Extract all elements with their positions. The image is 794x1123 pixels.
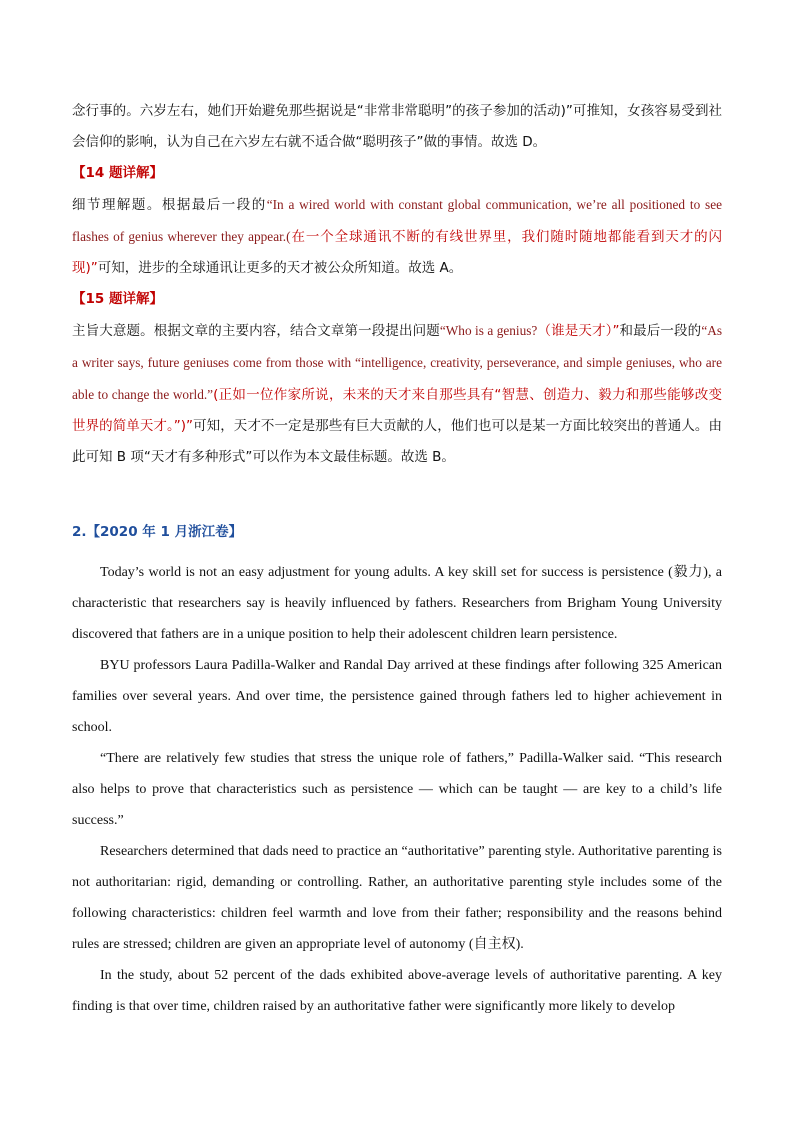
article-paragraph-1: Today’s world is not an easy adjustment for young adults. A key skill set for success is persistence (毅力), a characteristic that researchers say is heavily influenced by fathers. Researchers from Brigham Young University discovered that fathers are in a unique position to help their adolescent children learn persistence. [72,565,722,642]
answer-15-intro: 主旨大意题。根据文章的主要内容，结合文章第一段提出问题 [72,323,440,339]
answer-14-quote: “In a wired world with constant global communication, we’re all positioned to see flashes of genius wherever they appear.( [72,197,722,244]
article-paragraph-3: “There are relatively few studies that stress the unique role of fathers,” Padilla-Walker said. “This research also helps to prove that characteristics such as persistence — which can be taught — are key to a child’s life success.” [72,751,722,828]
article-paragraph-4: Researchers determined that dads need to practice an “authoritative” parenting style. Authoritative parenting is not authoritarian: rigid, demanding or controlling. Rather, an authoritative parenting style includes some of the following characteristics: children feel warmth and love from their father; responsibility and the reasons behind rules are stressed; children are given an appropriate level of autonomy (自主权). [72,844,722,952]
answer-14-translation: 在一个全球通讯不断的有线世界里，我们随时随地都能看到天才的闪现)” [72,229,723,276]
answer-13-continuation: 念行事的。六岁左右，她们开始避免那些据说是“非常非常聪明”的孩子参加的活动)”可推知，女孩容易受到社会信仰的影响，认为自己在六岁左右就不适合做“聪明孩子”做的事情。故选 D。 [72,103,722,150]
answer-15-translation-1: （谁是天才）” [537,323,620,339]
answer-15-conclusion: 可知，天才不一定是那些有巨大贡献的人，他们也可以是某一方面比较突出的普通人。由此可知 B 项“天才有多种形式”可以作为本文最佳标题。故选 B。 [72,418,722,465]
document-content [72,96,722,1022]
answer-15-explanation [72,315,722,473]
question-14-header: 【14 题详解】 [72,165,163,181]
question-15-header: 【15 题详解】 [72,291,163,307]
answer-15-quote-1: “Who is a genius? [439,323,538,338]
answer-15-mid: 和最后一段的 [619,323,702,339]
answer-15-translation-2: (正如一位作家所说，未来的天才来自那些具有“智慧、创造力、毅力和那些能够改变世界的简单天才。”)” [72,387,722,434]
answer-14-intro: 细节理解题。根据最后一段的 [72,197,267,213]
article-paragraph-5: In the study, about 52 percent of the dads exhibited above-average levels of authoritative parenting. A key finding is that over time, children raised by an authoritative father were significantly more likely to develop [72,968,722,1014]
answer-15-quote-2: “As a writer says, future geniuses come from those with “intelligence, creativity, perseverance, and simple geniuses, who are able to change the world.” [72,323,722,402]
article-paragraph-2: BYU professors Laura Padilla-Walker and Randal Day arrived at these findings after following 325 American families over several years. And over time, the persistence gained through fathers led to higher achievement in school. [72,658,722,735]
answer-14-conclusion: 可知，进步的全球通讯让更多的天才被公众所知道。故选 A。 [97,260,463,276]
section-2-title: 2.【2020 年 1 月浙江卷】 [72,524,243,540]
answer-14-explanation [72,189,722,284]
